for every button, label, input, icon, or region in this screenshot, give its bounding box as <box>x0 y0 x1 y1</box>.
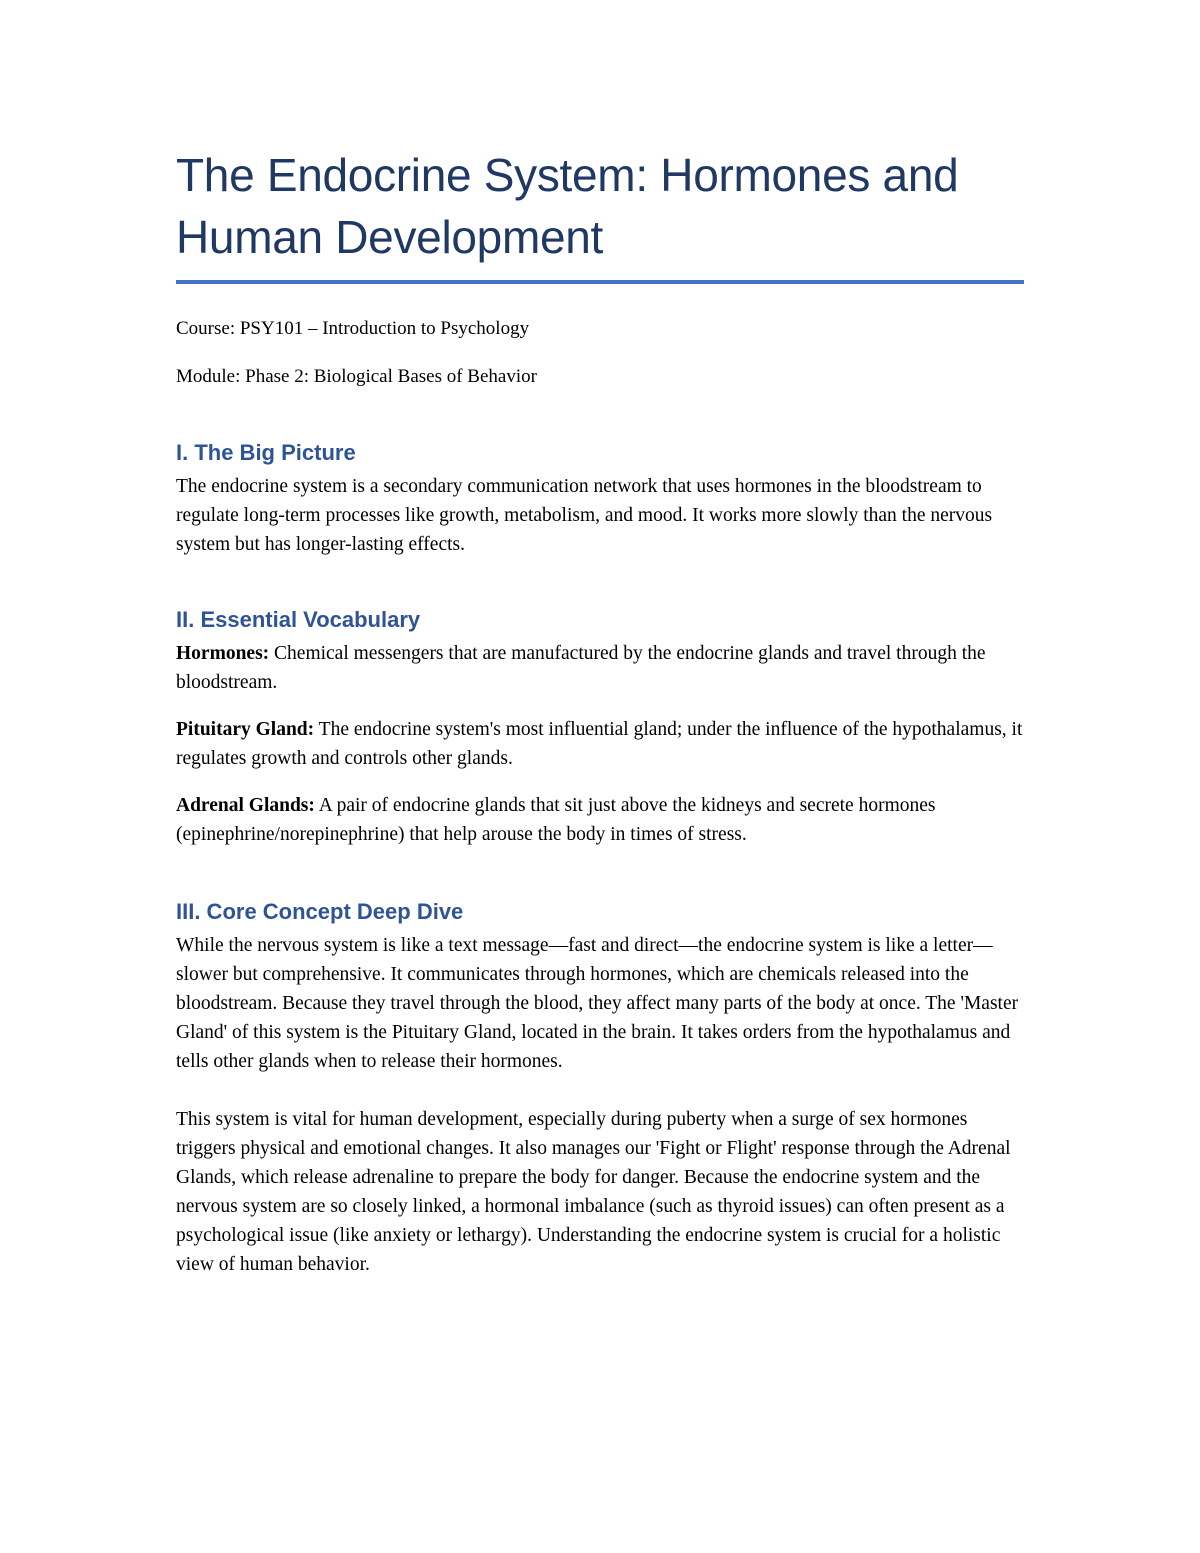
deep-dive-paragraph-2: This system is vital for human development, especially during puberty when a surge of sex hormones triggers physical and emotional changes. It also manages our 'Fight or Flight' response through the Adrenal Glands, which release adrenaline to prepare the body for danger. Because the endocrine system and the nervous system are so closely linked, a hormonal imbalance (such as thyroid issues) can often present as a psychological issue (like anxiety or lethargy). Understanding the endocrine system is crucial for a holistic view of human behavior. <box>176 1109 1011 1275</box>
section-heading-vocabulary: II. Essential Vocabulary <box>176 607 421 632</box>
vocab-term: Adrenal Glands: <box>176 795 315 816</box>
course-line: Course: PSY101 – Introduction to Psychology <box>176 318 530 339</box>
vocab-definition: A pair of endocrine glands that sit just above the kidneys and secrete hormones (epinephrine/norepinephrine) that help arouse the body in times of stress. <box>176 795 936 845</box>
document-content <box>176 144 1026 1279</box>
title-underline-rule <box>176 280 1024 284</box>
section-heading-big-picture: I. The Big Picture <box>176 440 356 465</box>
vocab-term: Pituitary Gland: <box>176 719 315 740</box>
vocab-definition: Chemical messengers that are manufactured by the endocrine glands and travel through the bloodstream. <box>176 643 986 693</box>
deep-dive-paragraph-1: While the nervous system is like a text message—fast and direct—the endocrine system is like a letter—slower but comprehensive. It communicates through hormones, which are chemicals released into the bloodstream. Because they travel through the blood, they affect many parts of the body at once. The 'Master Gland' of this system is the Pituitary Gland, located in the brain. It takes orders from the hypothalamus and tells other glands when to release their hormones. <box>176 935 1019 1072</box>
vocab-term: Hormones: <box>176 643 270 664</box>
section-heading-deep-dive: III. Core Concept Deep Dive <box>176 899 464 924</box>
vocab-entry-hormones <box>176 639 1026 697</box>
vocab-entry-pituitary-gland <box>176 715 1026 773</box>
vocab-definition: The endocrine system's most influential gland; under the influence of the hypothalamus, it regulates growth and controls other glands. <box>176 719 1023 769</box>
module-line: Module: Phase 2: Biological Bases of Behavior <box>176 366 537 387</box>
big-picture-paragraph: The endocrine system is a secondary communication network that uses hormones in the bloodstream to regulate long-term processes like growth, metabolism, and mood. It works more slowly than the nervous system but has longer-lasting effects. <box>176 476 993 555</box>
vocab-entry-adrenal-glands <box>176 791 1026 849</box>
document-title: The Endocrine System: Hormones and Human Development <box>176 149 959 263</box>
